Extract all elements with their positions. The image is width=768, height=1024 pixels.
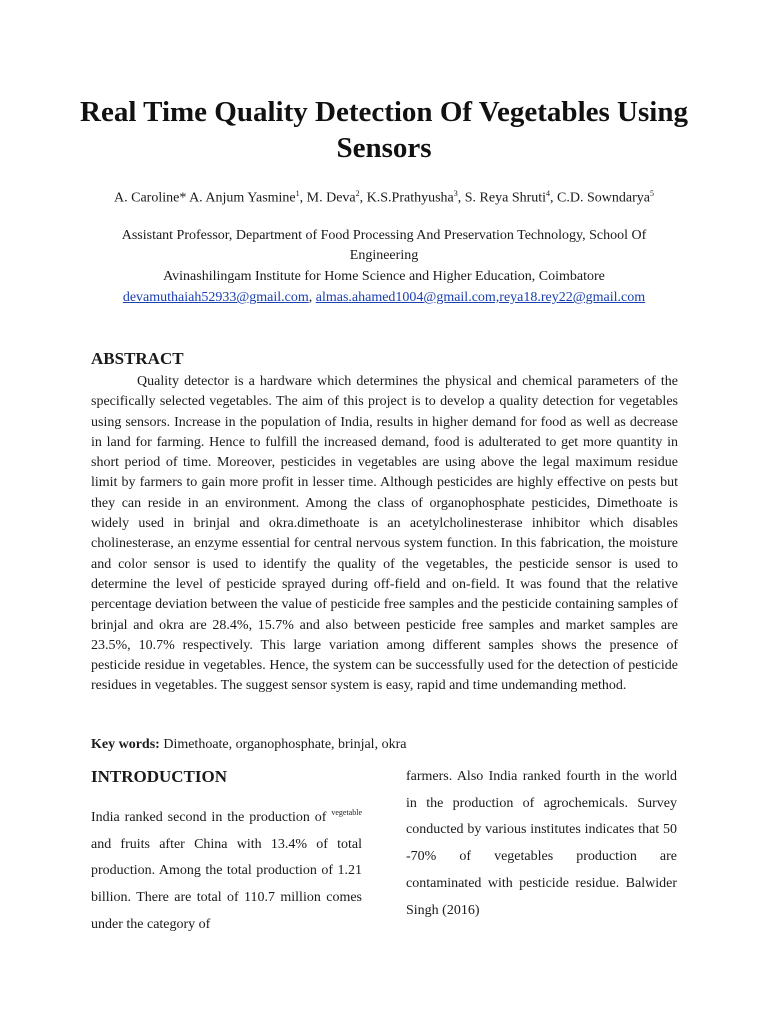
author-affiliation-marker: 1 xyxy=(295,189,300,198)
author-emails xyxy=(90,288,678,308)
author-separator: , xyxy=(550,190,558,206)
intro-tiny-word: vegetable xyxy=(331,808,362,817)
author-name: A. Anjum Yasmine xyxy=(189,190,296,206)
author-list xyxy=(100,184,668,209)
email-separator: , xyxy=(308,290,316,305)
author-name: K.S.Prathyusha xyxy=(366,190,454,206)
author-affiliation-marker: 5 xyxy=(649,189,654,198)
introduction-paragraph-right: farmers. Also India ranked fourth in the world in the production of agrochemicals. Survey conducted by various institutes indicates that 50 -70% of vegetables production are contaminated with pesticide residue. Balwider Singh (2016) xyxy=(406,769,677,918)
intro-left-part-2: and fruits after China with 13.4% of total production. Among the total production of 1.21 billion. There are total of 110.7 million comes under the category of xyxy=(91,836,362,932)
author-affiliation-marker: 3 xyxy=(453,189,458,198)
left-column xyxy=(91,766,362,939)
email-link-1[interactable]: devamuthaiah52933@gmail.com xyxy=(122,290,309,305)
author-affiliation: Assistant Professor, Department of Food Processing And Preservation Technology, School Of Engineering xyxy=(121,228,647,263)
keywords-line xyxy=(91,735,678,755)
author-name: A. Caroline* xyxy=(114,190,187,206)
author-separator: , xyxy=(299,190,307,206)
introduction-paragraph-left xyxy=(91,800,362,939)
author-separator: , xyxy=(457,190,465,206)
keywords-label: Key words: xyxy=(91,737,160,752)
intro-left-part-1: India ranked second in the production of xyxy=(91,810,332,825)
introduction-heading: INTRODUCTION xyxy=(91,767,228,786)
paper-title: Real Time Quality Detection Of Vegetables Using Sensors xyxy=(80,96,688,164)
abstract-heading: ABSTRACT xyxy=(91,349,184,368)
author-affiliation-marker: 2 xyxy=(355,189,360,198)
author-name: M. Deva xyxy=(306,190,356,206)
author-separator: , xyxy=(359,190,367,206)
author-name: C.D. Sowndarya xyxy=(557,190,650,206)
author-name: S. Reya Shruti xyxy=(464,190,547,206)
author-affiliation-marker: 4 xyxy=(546,189,551,198)
abstract-body: Quality detector is a hardware which determines the physical and chemical parameters of the specifically selected vegetables. The aim of this project is to develop a quality detection for vegetables using sensors. Increase in the population of India, results in higher demand for food as well as decrease in land for farming. Hence to fulfill the increased demand, food is adulterated to get more quantity in short period of time. Moreover, pesticides in vegetables are using above the legal maximum residue limit by farmers to gain more profit in lesser time. Although pesticides are highly effective on pests but they can reside in an environment. Among the class of organophosphate pesticides, Dimethoate is widely used in brinjal and okra.dimethoate is an acetylcholinesterase inhibitor which disables cholinesterase, an enzyme essential for central nervous system function. In this fabrication, the moisture and color sensor is used to identify the quality of the vegetables, the pesticide sensor is used to determine the level of pesticide sprayed during off-field and on-field. It was found that the relative percentage deviation between the value of pesticide free samples and the pesticide containing samples of brinjal and okra are 28.4%, 15.7% and also between pesticide free samples and market samples are 23.5%, 10.7% respectively. This large variation among different samples shows the presence of pesticide residue in vegetables. Hence, the system can be successfully used for the detection of pesticide residues in vegetables. The suggest sensor system is easy, rapid and time undemanding method. xyxy=(91,374,678,694)
email-link-2[interactable]: almas.ahamed1004@gmail.com,reya18.rey22@gmail.com xyxy=(315,290,646,305)
keywords-text: Dimethoate, organophosphate, brinjal, okra xyxy=(159,737,407,752)
author-institution: Avinashilingam Institute for Home Science and Higher Education, Coimbatore xyxy=(163,269,605,284)
right-column xyxy=(406,764,677,924)
